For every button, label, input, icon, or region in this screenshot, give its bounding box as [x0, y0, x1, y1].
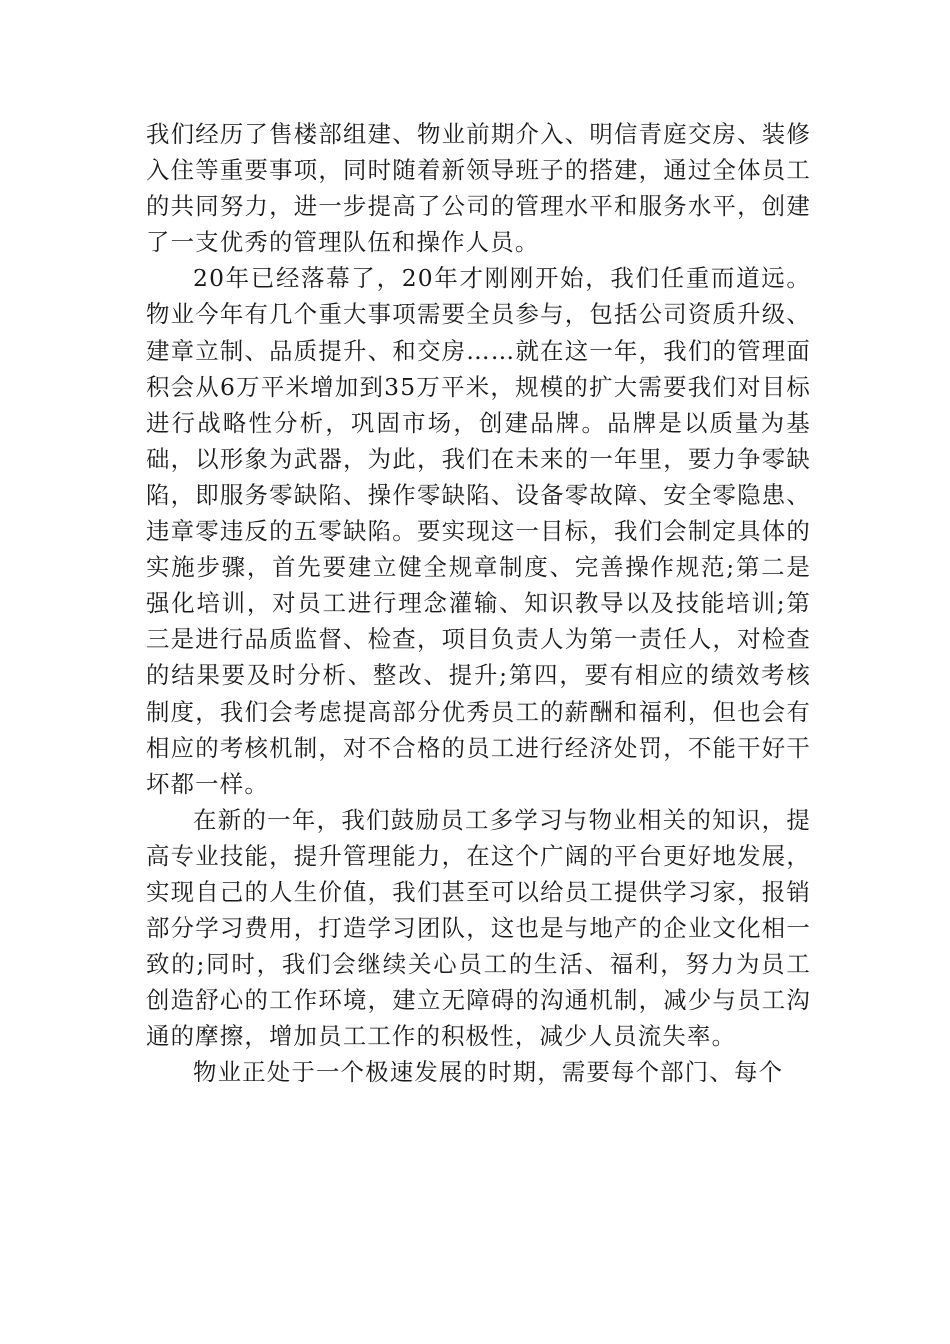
paragraph-1: 我们经历了售楼部组建、物业前期介入、明信青庭交房、装修入住等重要事项，同时随着新领导班子的搭建，通过全体员工的共同努力，进一步提高了公司的管理水平和服务水平，创建了一支优秀的管理队伍和操作人员。 — [146, 120, 811, 257]
paragraph-4: 物业正处于一个极速发展的时期，需要每个部门、每个 — [193, 1058, 784, 1087]
document-body — [146, 116, 811, 1091]
paragraph-3: 在新的一年，我们鼓励员工多学习与物业相关的知识，提高专业技能，提升管理能力，在这个广阔的平台更好地发展，实现自己的人生价值，我们甚至可以给员工提供学习家，报销部分学习费用，打造学习团队，这也是与地产的企业文化相一致的;同时，我们会继续关心员工的生活、福利，努力为员工创造舒心的工作环境，建立无障碍的沟通机制，减少与员工沟通的摩擦，增加员工工作的积极性，减少人员流失率。 — [146, 805, 811, 1051]
paragraph-2: 20年已经落幕了，20年才刚刚开始，我们任重而道远。物业今年有几个重大事项需要全员参与，包括公司资质升级、建章立制、品质提升、和交房……就在这一年，我们的管理面积会从6万平米增加到35万平米，规模的扩大需要我们对目标进行战略性分析，巩固市场，创建品牌。品牌是以质量为基础，以形象为武器，为此，我们在未来的一年里，要力争零缺陷，即服务零缺陷、操作零缺陷、设备零故障、安全零隐患、违章零违反的五零缺陷。要实现这一目标，我们会制定具体的实施步骤，首先要建立健全规章制度、完善操作规范;第二是强化培训，对员工进行理念灌输、知识教导以及技能培训;第三是进行品质监督、检查，项目负责人为第一责任人，对检查的结果要及时分析、整改、提升;第四，要有相应的绩效考核制度，我们会考虑提高部分优秀员工的薪酬和福利，但也会有相应的考核机制，对不合格的员工进行经济处罚，不能干好干坏都一样。 — [146, 264, 811, 798]
